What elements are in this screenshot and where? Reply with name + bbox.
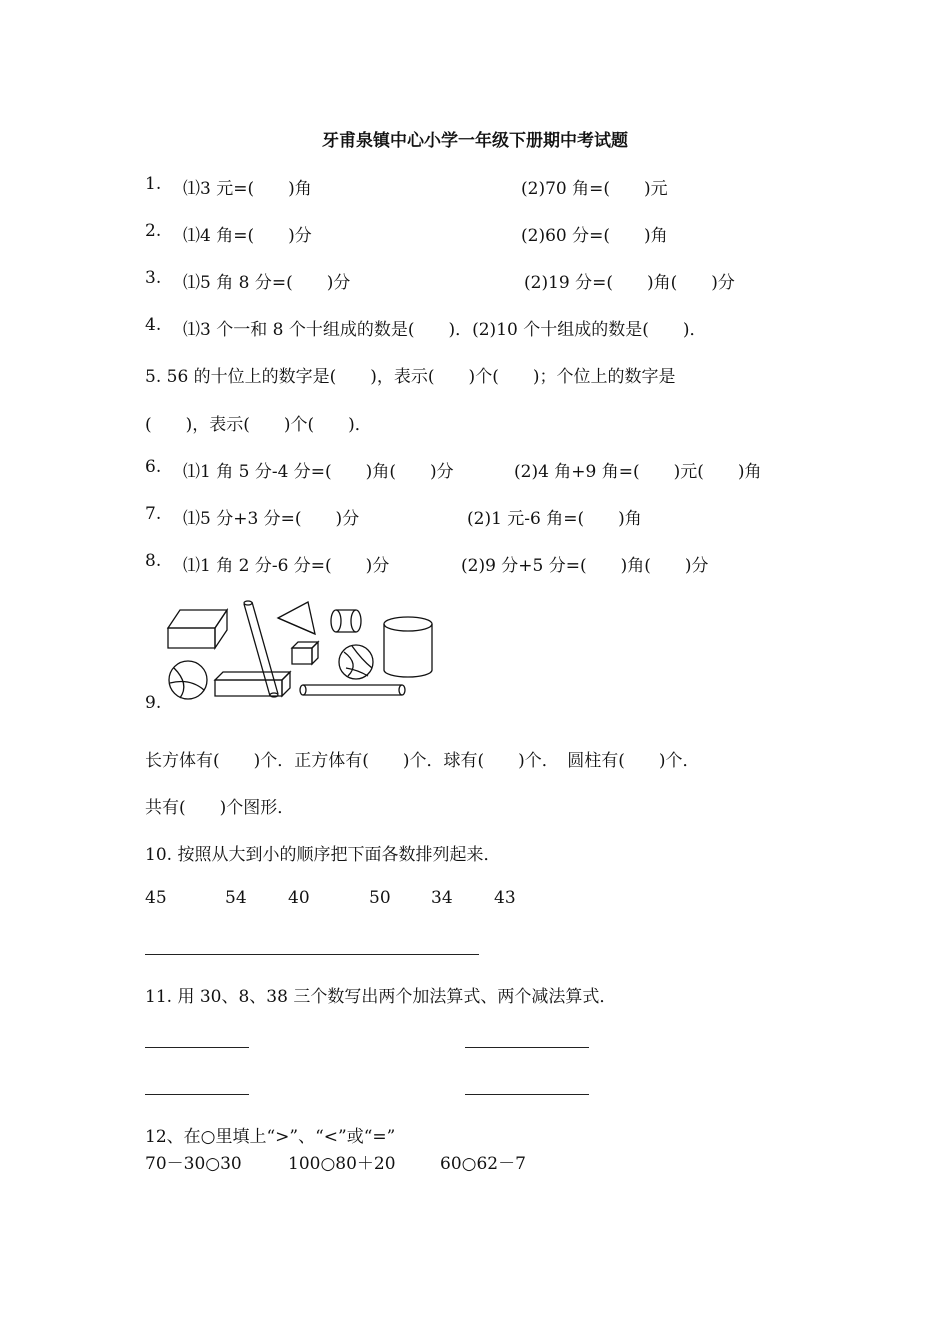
q1-part1: ⑴3 元=( )角 <box>183 179 312 199</box>
q8-number: 8. <box>145 551 162 571</box>
q11-prompt: 11. 用 30、8、38 三个数写出两个加法算式、两个减法算式． <box>145 987 617 1007</box>
q4-text: ⑴3 个一和 8 个十组成的数是( )．(2)10 个十组成的数是( )． <box>183 320 707 340</box>
ball-shape-1 <box>169 661 207 699</box>
triangular-shape <box>278 602 315 634</box>
q12-prompt: 12、在○里填上“>”、“<”或“=” <box>145 1127 396 1147</box>
q10-number-5: 34 <box>431 888 453 908</box>
q11-answer-line-2[interactable] <box>465 1047 589 1048</box>
q2-number: 2. <box>145 221 162 241</box>
q8-part2: (2)9 分+5 分=( )角( )分 <box>461 556 709 576</box>
q12-item-2: 100○80＋20 <box>288 1154 396 1174</box>
cuboid-shape-2 <box>215 672 290 696</box>
q10-number-3: 40 <box>288 888 310 908</box>
q3-part1: ⑴5 角 8 分=( )分 <box>183 273 351 293</box>
q9-line2: 共有( )个图形． <box>145 798 295 818</box>
rod-cylinder-shape <box>244 601 278 697</box>
q8-part1: ⑴1 角 2 分-6 分=( )分 <box>183 556 390 576</box>
q11-answer-line-4[interactable] <box>465 1094 589 1095</box>
q9-number: 9. <box>145 693 162 713</box>
q11-answer-line-1[interactable] <box>145 1047 249 1048</box>
q5-line1: 5. 56 的十位上的数字是( )，表示( )个( )；个位上的数字是 <box>145 367 676 387</box>
q6-part1: ⑴1 角 5 分-4 分=( )角( )分 <box>183 462 454 482</box>
q7-part1: ⑴5 分+3 分=( )分 <box>183 509 360 529</box>
ball-shape-2 <box>339 645 373 679</box>
q10-answer-line[interactable] <box>145 954 479 955</box>
q12-item-3: 60○62－7 <box>440 1154 526 1174</box>
q1-part2: (2)70 角=( )元 <box>521 179 668 199</box>
q6-number: 6. <box>145 457 162 477</box>
q7-number: 7. <box>145 504 162 524</box>
q2-part2: (2)60 分=( )角 <box>521 226 668 246</box>
q4-number: 4. <box>145 315 162 335</box>
q9-line1: 长方体有( )个．正方体有( )个．球有( )个． 圆柱有( )个． <box>145 751 700 771</box>
q12-item-1: 70－30○30 <box>145 1154 242 1174</box>
q2-part1: ⑴4 角=( )分 <box>183 226 312 246</box>
small-cylinder-shape <box>331 610 361 632</box>
page-title: 牙甫泉镇中心小学一年级下册期中考试题 <box>322 131 628 151</box>
horizontal-cylinder-shape <box>300 685 405 695</box>
q3-part2: (2)19 分=( )角( )分 <box>524 273 735 293</box>
cube-shape <box>292 642 318 664</box>
q6-part2: (2)4 角+9 角=( )元( )角 <box>514 462 762 482</box>
q7-part2: (2)1 元-6 角=( )角 <box>467 509 642 529</box>
solid-shapes-figure <box>160 598 440 708</box>
q5-line2: ( )，表示( )个( )． <box>145 415 372 435</box>
q10-number-1: 45 <box>145 888 167 908</box>
q11-answer-line-3[interactable] <box>145 1094 249 1095</box>
cuboid-shape-1 <box>168 610 227 648</box>
q10-number-2: 54 <box>225 888 247 908</box>
q10-prompt: 10. 按照从大到小的顺序把下面各数排列起来． <box>145 845 501 865</box>
tall-cylinder-shape <box>384 617 432 677</box>
q3-number: 3. <box>145 268 162 288</box>
q10-number-4: 50 <box>369 888 391 908</box>
q10-number-6: 43 <box>494 888 516 908</box>
q1-number: 1. <box>145 174 162 194</box>
